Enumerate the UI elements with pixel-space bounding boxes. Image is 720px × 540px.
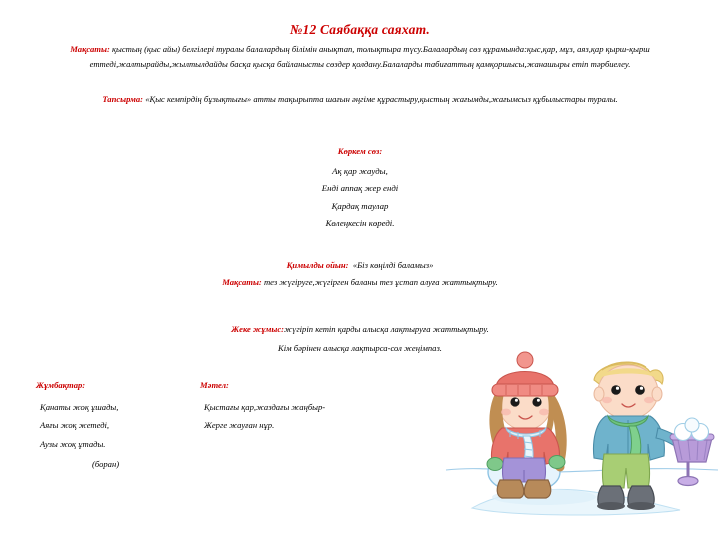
poem-line: Көлеңкесін көреді. [325,218,395,228]
snow-ground-icon [446,469,718,515]
girl-mitten-icon [487,458,503,471]
individual-work-label: Жеке жұмыс: [231,324,285,334]
girl-pants-icon [503,458,546,482]
proverb-line: Қыстағы қар,жаздағы жаңбыр- [204,401,326,412]
poem-section [0,143,720,233]
assignment-label: Тапсырма: [102,94,144,104]
game-goal-line [0,274,720,291]
snowball-basket-icon [670,418,714,486]
riddle-line: Аяғы жоқ жетеді, [40,420,110,430]
active-game-section [0,257,720,291]
game-title-line [0,257,720,274]
individual-work-note: Кім бәрінен алысқа лақтырса-сол жеңімпаз. [278,343,442,353]
girl-hat-icon [492,352,558,396]
boy-jacket-icon [594,416,665,460]
individual-work-text: жүгіріп кетіп қарды алысқа лақтыруға жаттықтыру. [284,324,489,334]
poem-line: Енді аппақ жер енді [321,183,399,193]
girl-boot-icon [497,480,524,498]
individual-work-line [0,320,720,339]
girl-boot-icon [524,480,551,498]
riddle-line: Аузы жоқ ұтады. [40,438,106,449]
purpose-paragraph [62,42,658,71]
game-goal-text: тез жүгіруге,жүгірген баланы тез ұстап алуға жаттықтыру. [261,277,498,287]
winter-children-illustration [444,340,720,540]
riddle-answer: (боран) [92,459,120,469]
riddle-line: Қанаты жоқ ұшады, [40,401,119,412]
assignment-paragraph [62,92,658,107]
proverb-line: Жерге жауған нұр. [204,420,275,430]
game-label: Қимылды ойын: [286,260,349,270]
riddles-section [36,376,206,474]
boy-figure [594,362,715,510]
assignment-text: «Қыс кемпірдің бұзықтығы» атты тақырыпта шағын әңгіме құрастыру,қыстың жағымды,жағымсыз құбылыстары туралы. [143,94,618,104]
poem-line: Қардақ таулар [331,200,389,211]
proverb-section [200,376,420,435]
girl-figure [487,352,567,498]
proverb-heading: Мәтел: [200,380,229,390]
purpose-text: қыстың (қыс айы) белгілері туралы балалардың білімін анықтап, толықтыра түсу.Балалардың сөз құрамында:қыс,қар, мұз, аяз,қар қырш-қырш еттеді,жалтырайды,жылтылдайды басқа қысқа байланысты сөздер қолдану.Балаларды табиғаттың қамқоршысы,жанашыры етіп тәрбиелеу. [89,44,650,69]
purpose-label: Мақсаты: [70,44,110,54]
riddles-heading: Жұмбақтар: [36,380,86,390]
game-goal-label: Мақсаты: [222,277,262,287]
page-title: №12 Саябаққа саяхат. [289,22,431,37]
boy-pants-icon [603,454,650,488]
game-name: «Біз көңілді баламыз» [352,260,434,270]
poem-heading: Көркем сөз: [337,146,383,156]
girl-mitten-icon [549,456,565,469]
poem-line: Ақ қар жауды, [332,165,388,176]
hat-pompom-icon [517,352,533,368]
